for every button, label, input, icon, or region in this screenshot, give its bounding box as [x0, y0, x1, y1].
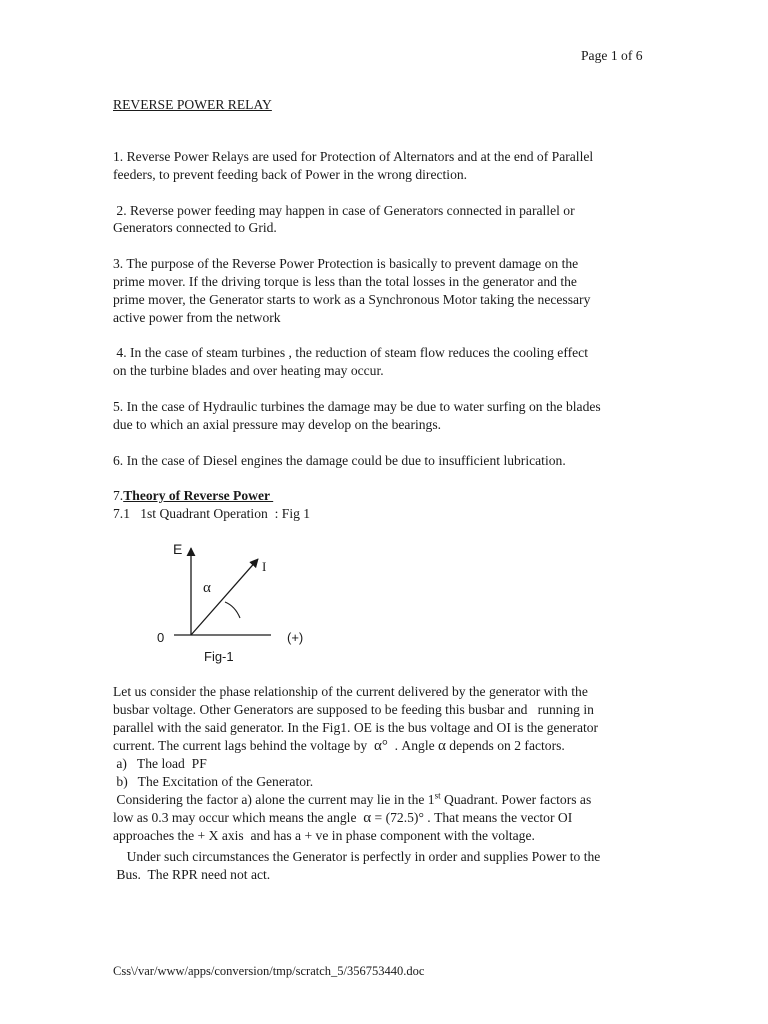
body-line-7 [113, 791, 591, 809]
figure-caption: Fig-1 [204, 649, 234, 664]
paragraph-5-line-1: 5. In the case of Hydraulic turbines the damage may be due to water surfing on the blades [113, 399, 601, 414]
body-line-10: Under such circumstances the Generator is perfectly in order and supplies Power to the [113, 849, 601, 864]
paragraph-3-line-3: prime mover, the Generator starts to work as a Synchronous Motor taking the necessary [113, 292, 591, 307]
section-7-title: Theory of Reverse Power [123, 488, 274, 503]
document-title: REVERSE POWER RELAY [113, 97, 272, 112]
list-item-a: a) The load PF [113, 756, 207, 771]
body-line-11: Bus. The RPR need not act. [113, 867, 271, 882]
section-7-heading [113, 487, 273, 505]
body-line-4 [113, 737, 565, 755]
body-line-9: approaches the + X axis and has a + ve in phase component with the voltage. [113, 828, 535, 843]
i-vector-arrow [191, 559, 258, 635]
i-vector-label: I [262, 559, 267, 574]
footer-file-path: Css\/var/www/apps/conversion/tmp/scratch_5/356753440.doc [113, 964, 425, 978]
body-line-8 [113, 809, 572, 827]
paragraph-2-line-1: 2. Reverse power feeding may happen in case of Generators connected in parallel or [113, 203, 575, 218]
body-line-8-part-1: low as 0.3 may occur which means the angle [113, 810, 364, 825]
paragraph-2-line-2: Generators connected to Grid. [113, 220, 277, 235]
angle-arc [225, 602, 240, 618]
paragraph-1-line-2: feeders, to prevent feeding back of Power in the wrong direction. [113, 167, 468, 182]
body-line-8-part-2: = (72.5)° . That means the vector OI [371, 810, 573, 825]
body-line-7-part-2: Quadrant. Power factors as [440, 792, 592, 807]
plus-label: (+) [287, 630, 304, 645]
paragraph-3-line-2: prime mover. If the driving torque is less than the total losses in the generator and the [113, 274, 577, 289]
body-line-4-part-3: depends on 2 factors. [445, 738, 565, 753]
paragraph-6-line-1: 6. In the case of Diesel engines the damage could be due to insufficient lubrication. [113, 453, 566, 468]
body-line-1: Let us consider the phase relationship of the current delivered by the generator with the [113, 684, 588, 699]
body-line-4-part-1: current. The current lags behind the voltage by [113, 738, 374, 753]
list-item-b: b) The Excitation of the Generator. [113, 774, 314, 789]
origin-label: 0 [157, 630, 165, 645]
page-number: Page 1 of 6 [581, 48, 643, 63]
superscript-st: st [434, 790, 441, 801]
paragraph-5-line-2: due to which an axial pressure may develop on the bearings. [113, 417, 442, 432]
body-line-3: parallel with the said generator. In the Fig1. OE is the bus voltage and OI is the generator [113, 720, 599, 735]
paragraph-1-line-1: 1. Reverse Power Relays are used for Protection of Alternators and at the end of Parallel [113, 149, 594, 164]
e-axis-label: E [173, 541, 183, 557]
section-7-1-subheading: 7.1 1st Quadrant Operation : Fig 1 [113, 506, 311, 521]
paragraph-3-line-4: active power from the network [113, 310, 281, 325]
alpha-label: α [203, 580, 211, 596]
body-line-2: busbar voltage. Other Generators are supposed to be feeding this busbar and running in [113, 702, 594, 717]
figure-1-phasor-diagram [150, 536, 330, 668]
paragraph-3-line-1: 3. The purpose of the Reverse Power Protection is basically to prevent damage on the [113, 256, 579, 271]
paragraph-4-line-2: on the turbine blades and over heating may occur. [113, 363, 384, 378]
alpha-symbol-2: α [363, 810, 372, 826]
body-line-4-part-2: . Angle [387, 738, 439, 753]
section-7-number: 7. [113, 488, 124, 503]
body-line-7-part-1: Considering the factor a) alone the current may lie in the 1 [113, 792, 435, 807]
alpha-symbol: α [438, 738, 446, 754]
alpha-degree-symbol: α° [373, 738, 388, 754]
paragraph-4-line-1: 4. In the case of steam turbines , the reduction of steam flow reduces the cooling effect [113, 345, 588, 360]
